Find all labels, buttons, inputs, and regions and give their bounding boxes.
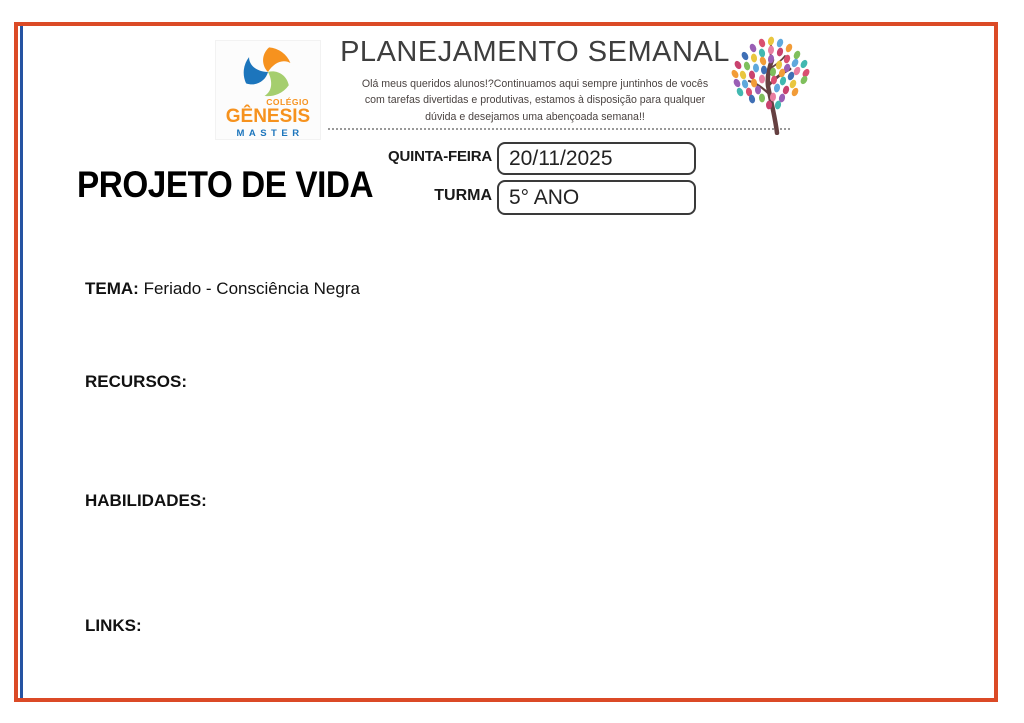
section-habilidades [85,491,207,511]
day-label: QUINTA-FEIRA [388,148,492,165]
header-subtitle-line: dúvida e desejamos uma abençoada semana!! [425,110,645,123]
logo-swirl-icon [240,44,296,100]
header-title: PLANEJAMENTO SEMANAL [340,36,730,68]
page-border-blue-accent [20,26,23,698]
logo-name-text: GÊNESIS [225,106,311,127]
tree-foliage [730,36,811,110]
section-recursos [85,372,187,392]
recursos-label: RECURSOS: [85,372,188,391]
header-subtitle-line: Olá meus queridos alunos!?Continuamos aqui sempre juntinhos de vocês [361,78,709,90]
header-subtitle-line: com tarefas divertidas e produtivas, estamos à disposição para qualquer [364,94,706,107]
class-field[interactable] [497,180,696,215]
class-value: 5° ANO [509,185,580,209]
date-value: 20/11/2025 [509,146,613,170]
habilidades-label: HABILIDADES: [85,491,207,510]
logo-college-text: COLÉGIO [266,97,309,107]
colorful-tree-illustration [725,28,815,135]
header-subtitle [330,76,740,125]
links-label: LINKS: [85,616,142,635]
header-title-block [330,36,740,125]
class-label: TURMA [434,187,492,204]
tema-value: Feriado - Consciência Negra [143,279,360,298]
date-field[interactable] [497,142,696,175]
tema-label: TEMA: [85,279,139,298]
document-title: PROJETO DE VIDA [77,164,374,205]
logo-master-text: MASTER [236,127,304,139]
section-tema [85,279,360,299]
section-links [85,616,142,636]
school-logo [215,40,321,140]
dotted-divider-line [328,122,790,130]
